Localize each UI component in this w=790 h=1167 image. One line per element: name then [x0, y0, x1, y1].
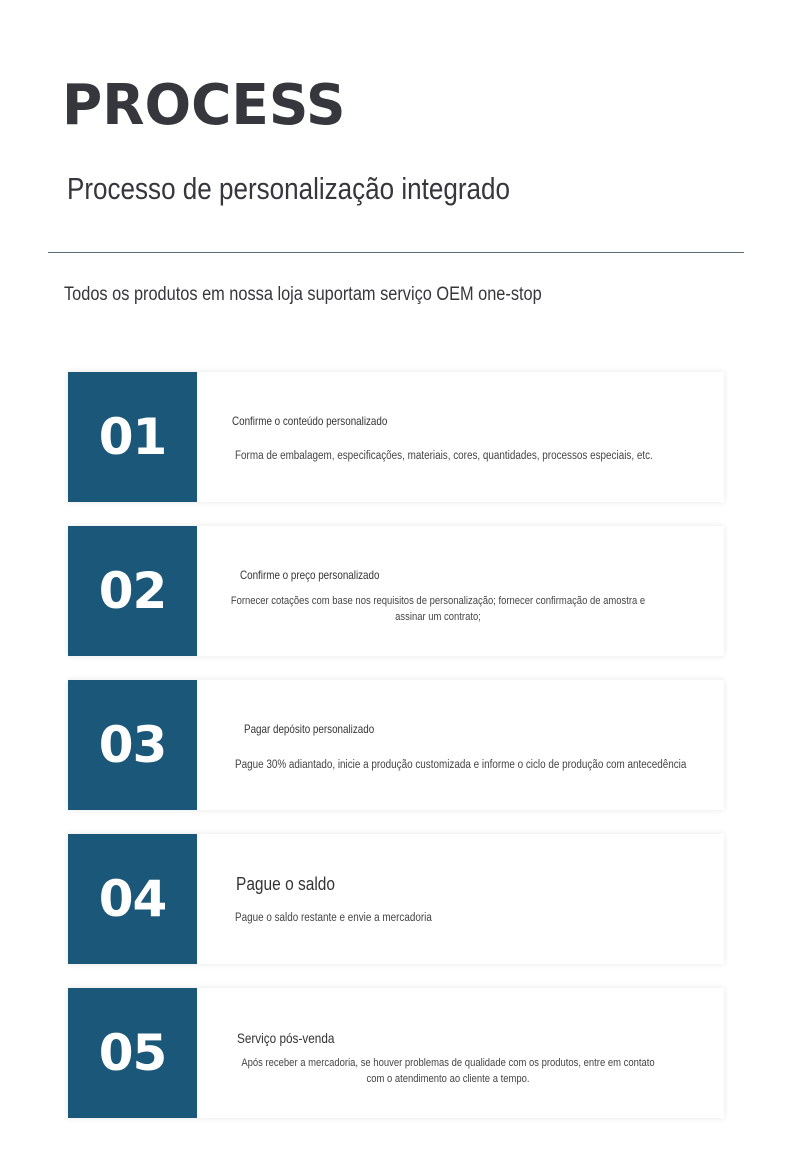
step-title: Pagar depósito personalizado [244, 722, 375, 736]
step-description: Forma de embalagem, especificações, materiais, cores, quantidades, processos especiais, etc. [235, 450, 653, 462]
page-subtitle: Processo de personalização integrado [67, 171, 510, 206]
step-description: Fornecer cotações com base nos requisitos de personalização; fornecer confirmação de amostra e assinar um contrato; [230, 595, 646, 623]
step-title: Confirme o preço personalizado [240, 568, 380, 582]
step-card-3 [68, 680, 724, 810]
step-number-box [68, 834, 197, 964]
step-title: Pague o saldo [236, 874, 335, 894]
header-divider [48, 252, 744, 253]
step-card-1 [68, 372, 724, 502]
page-title: PROCESS [62, 73, 346, 138]
step-number-box [68, 988, 197, 1118]
step-number: 03 [98, 716, 167, 774]
step-description: Pague o saldo restante e envie a mercadoria [235, 912, 432, 924]
step-description: Pague 30% adiantado, inicie a produção customizada e informe o ciclo de produção com antecedência [235, 759, 687, 771]
step-number: 05 [98, 1024, 167, 1082]
step-card-5 [68, 988, 724, 1118]
step-title: Confirme o conteúdo personalizado [232, 414, 388, 428]
step-card-2 [68, 526, 724, 656]
step-number-box [68, 372, 197, 502]
step-number-box [68, 680, 197, 810]
step-description: Após receber a mercadoria, se houver problemas de qualidade com os produtos, entre em contato com o atendimento ao cliente a tempo. [241, 1057, 655, 1085]
intro-text: Todos os produtos em nossa loja suportam serviço OEM one-stop [64, 284, 542, 305]
step-title: Serviço pós-venda [237, 1030, 335, 1046]
step-number-box [68, 526, 197, 656]
step-card-4 [68, 834, 724, 964]
step-number: 02 [98, 562, 167, 620]
step-number: 01 [98, 408, 167, 466]
step-number: 04 [98, 870, 167, 928]
